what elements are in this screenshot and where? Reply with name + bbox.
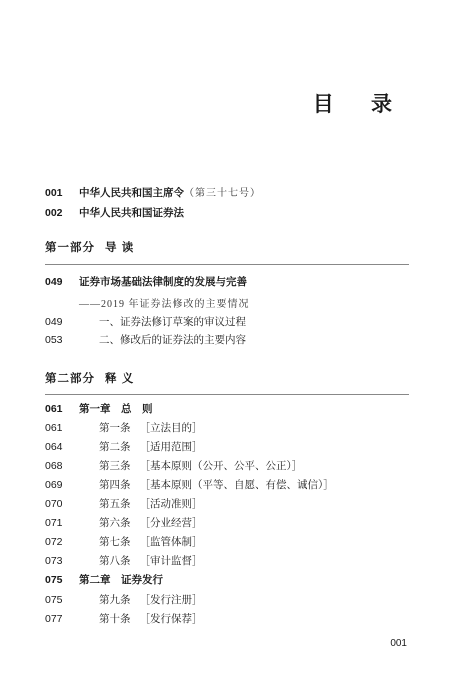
toc-page-number: 061	[45, 422, 63, 434]
toc-entry[interactable]	[45, 478, 334, 492]
toc-article-topic: ［基本原则（平等、自愿、有偿、诚信）］	[139, 479, 334, 491]
toc-entry-title: 中华人民共和国证券法	[79, 207, 184, 219]
toc-entry[interactable]	[45, 275, 247, 289]
part-label: 第一部分	[45, 242, 95, 254]
toc-entry[interactable]	[45, 535, 203, 549]
toc-entry-subtitle: ——2019 年证券法修改的主要情况	[79, 299, 250, 310]
toc-article-topic: ［基本原则（公开、公平、公正）］	[139, 460, 303, 472]
toc-entry[interactable]	[45, 333, 246, 347]
toc-article: 第七条	[99, 536, 131, 548]
toc-entry-title: 二、修改后的证券法的主要内容	[99, 334, 246, 346]
part-title: 释 义	[105, 373, 135, 385]
toc-article: 第四条	[99, 479, 131, 491]
toc-page-number: 075	[45, 574, 63, 586]
toc-entry[interactable]	[45, 516, 203, 530]
toc-entry[interactable]	[45, 612, 203, 626]
toc-page-number: 049	[45, 276, 63, 288]
toc-entry-title: 第二章 证券发行	[79, 574, 163, 586]
toc-page-number: 073	[45, 555, 63, 567]
toc-article: 第六条	[99, 517, 131, 529]
part-heading	[45, 239, 134, 255]
toc-page-number: 077	[45, 613, 63, 625]
toc-article-topic: ［监管体制］	[139, 536, 203, 548]
toc-page-number: 075	[45, 594, 63, 606]
toc-article: 第二条	[99, 441, 131, 453]
toc-article-topic: ［立法目的］	[139, 422, 203, 434]
toc-article: 第三条	[99, 460, 131, 472]
toc-chapter[interactable]	[45, 402, 153, 416]
toc-entry-note: （第三十七号）	[184, 188, 261, 199]
toc-entry[interactable]	[45, 315, 246, 329]
toc-article-topic: ［适用范围］	[139, 441, 203, 453]
toc-page-number: 071	[45, 517, 63, 529]
toc-page-number: 001	[45, 187, 63, 199]
toc-article-topic: ［发行保荐］	[139, 613, 203, 625]
toc-page-number: 049	[45, 316, 63, 328]
toc-article: 第八条	[99, 555, 131, 567]
toc-entry[interactable]	[45, 206, 184, 220]
toc-page-number: 002	[45, 207, 63, 219]
toc-entry[interactable]	[45, 440, 203, 454]
page-number: 001	[390, 638, 407, 649]
toc-entry[interactable]	[45, 459, 302, 473]
toc-page-number: 053	[45, 334, 63, 346]
toc-article-topic: ［审计监督］	[139, 555, 203, 567]
toc-page-number: 072	[45, 536, 63, 548]
toc-page-number: 069	[45, 479, 63, 491]
toc-page-number: 070	[45, 498, 63, 510]
toc-entry-title: 证券市场基础法律制度的发展与完善	[79, 276, 247, 288]
toc-article: 第五条	[99, 498, 131, 510]
part-heading	[45, 370, 134, 386]
toc-entry[interactable]	[45, 421, 203, 435]
toc-article: 第一条	[99, 422, 131, 434]
toc-entry-title: 第一章 总 则	[79, 403, 153, 415]
part-label: 第二部分	[45, 373, 95, 385]
toc-article-topic: ［发行注册］	[139, 594, 203, 606]
toc-entry[interactable]	[45, 186, 261, 201]
toc-article-topic: ［活动准则］	[139, 498, 203, 510]
toc-article: 第九条	[99, 594, 131, 606]
toc-entry[interactable]	[45, 554, 203, 568]
toc-chapter[interactable]	[45, 573, 163, 587]
toc-article-topic: ［分业经营］	[139, 517, 203, 529]
toc-entry-title: 中华人民共和国主席令	[79, 187, 184, 199]
toc-article: 第十条	[99, 613, 131, 625]
toc-page-number: 064	[45, 441, 63, 453]
toc-entry[interactable]	[45, 497, 203, 511]
divider	[45, 394, 409, 395]
toc-entry[interactable]	[45, 593, 203, 607]
divider	[45, 264, 409, 265]
page-title: 目 录	[312, 92, 408, 116]
part-title: 导 读	[105, 242, 135, 254]
toc-page-number: 061	[45, 403, 63, 415]
toc-page-number: 068	[45, 460, 63, 472]
toc-entry-title: 一、证券法修订草案的审议过程	[99, 316, 246, 328]
